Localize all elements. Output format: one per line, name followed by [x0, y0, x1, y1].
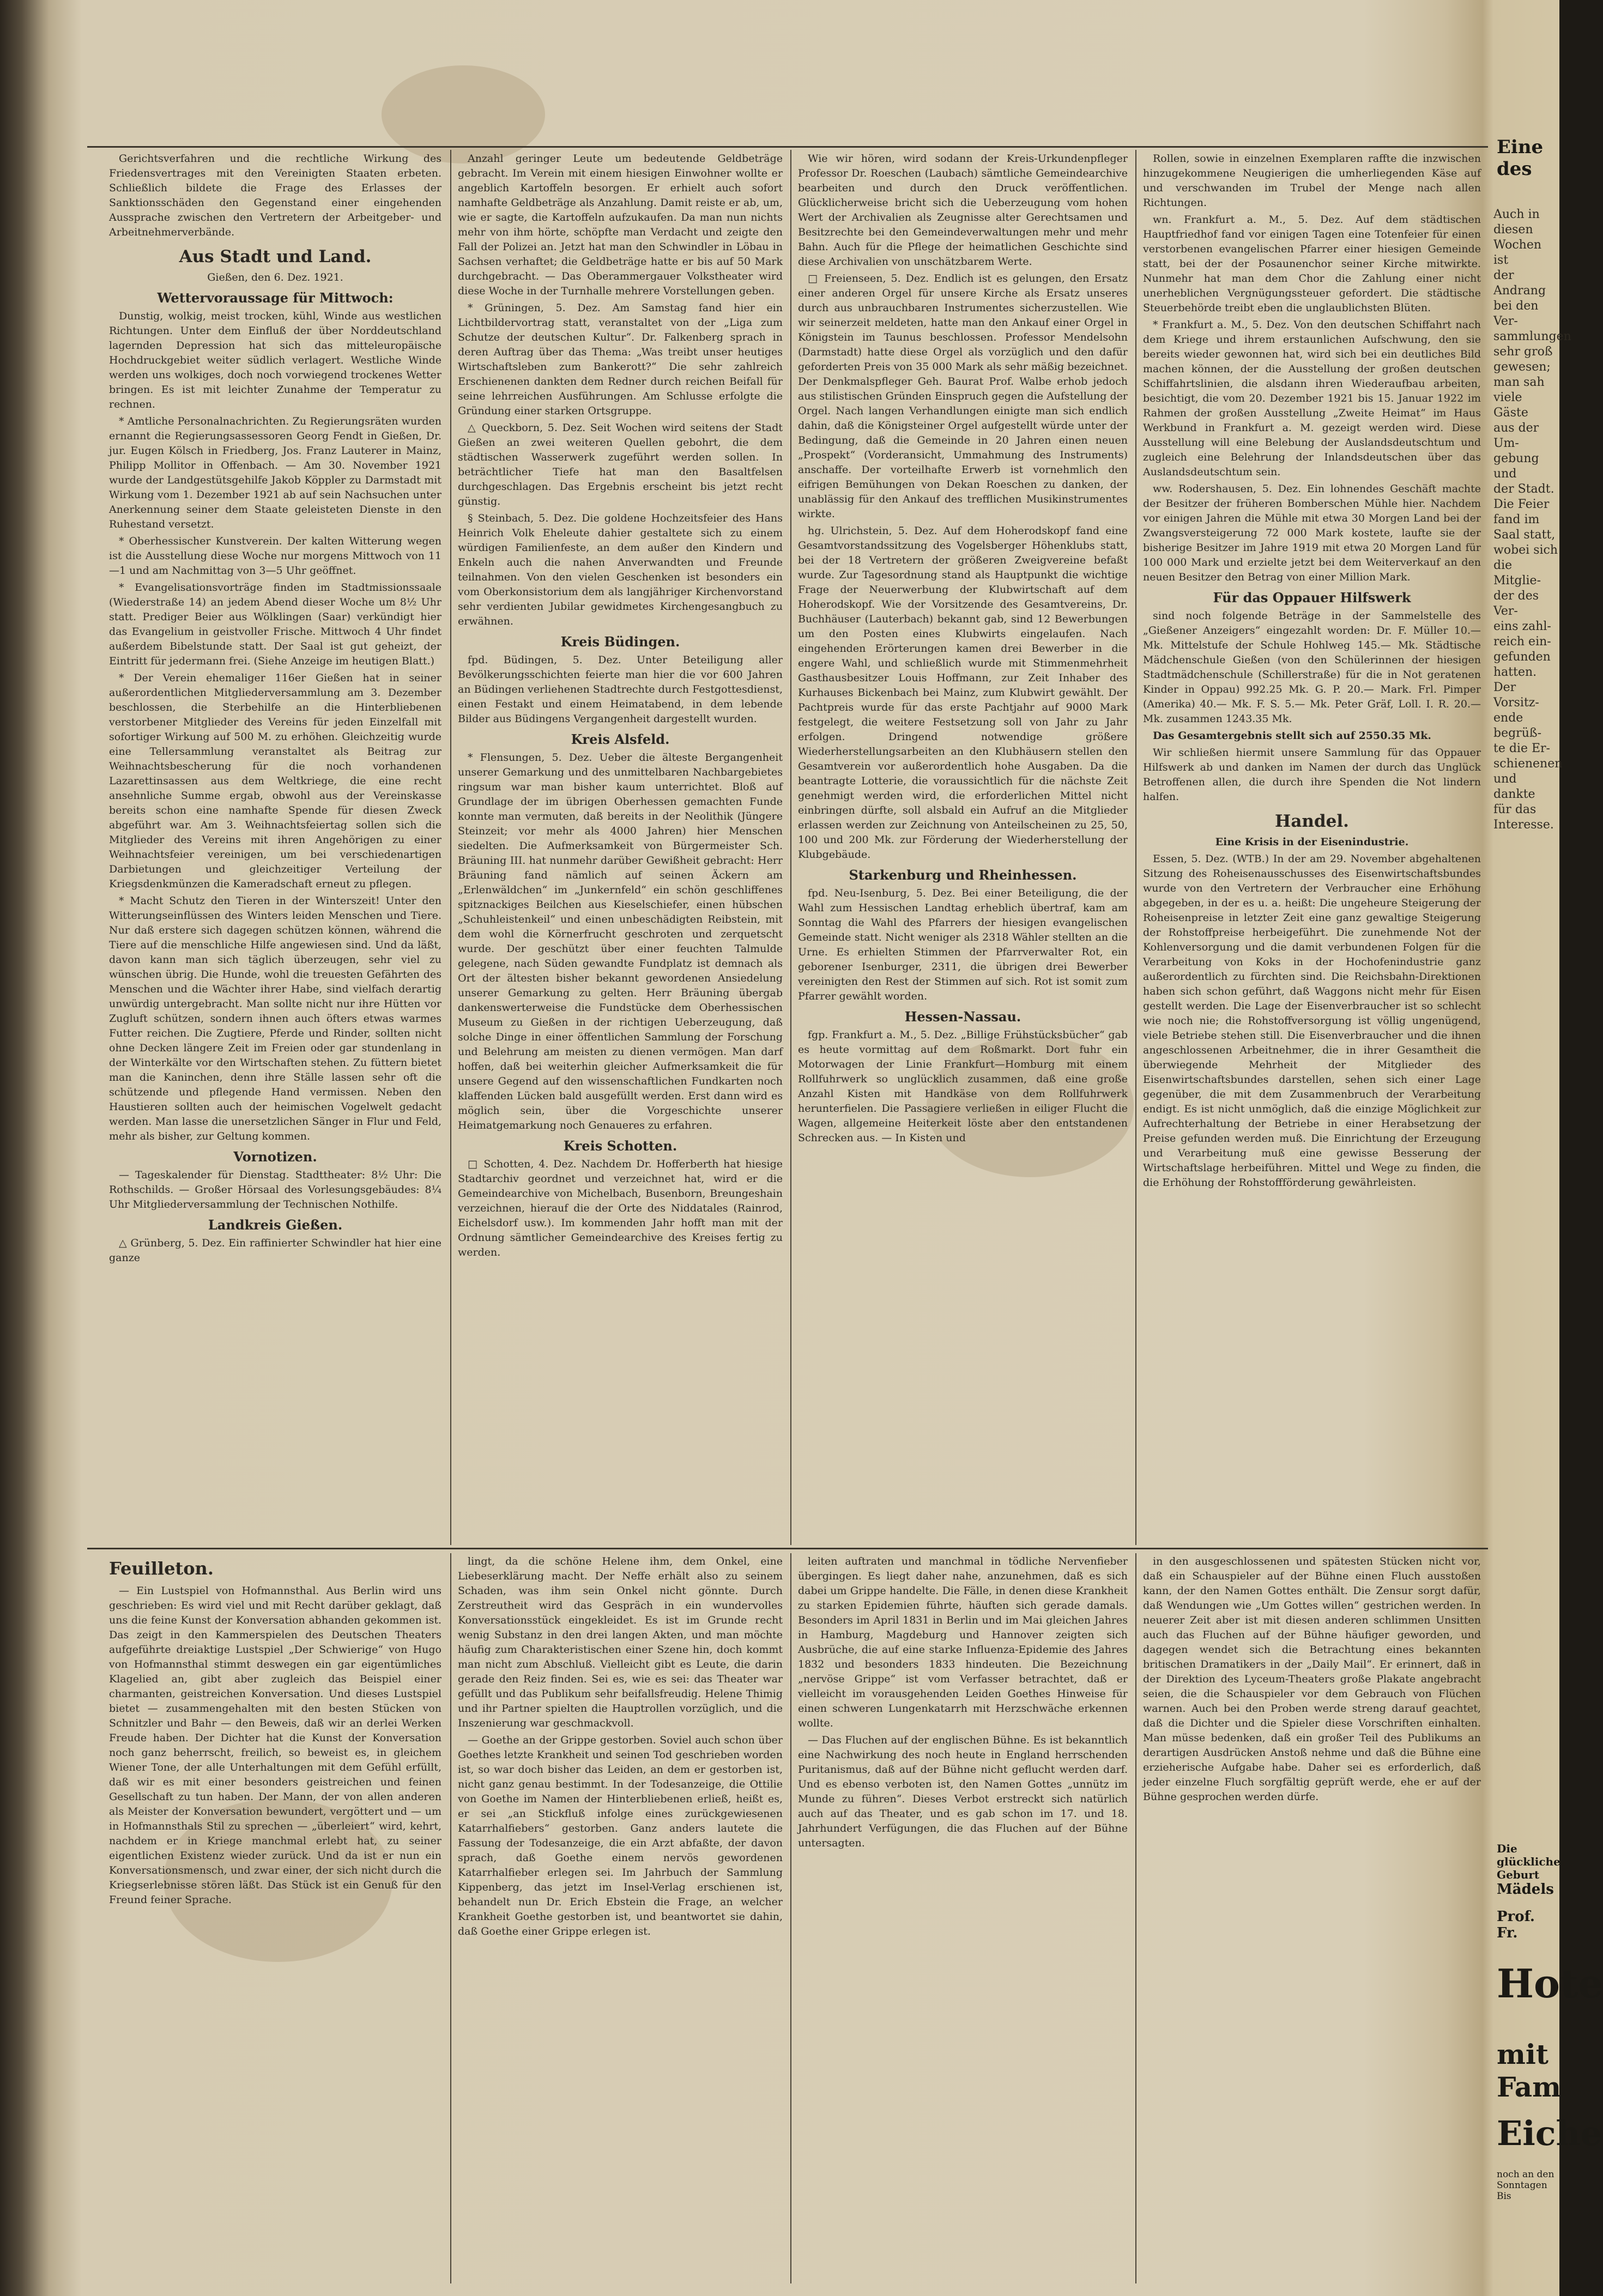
- article-text: leiten auftraten und manchmal in tödliche Nervenfieber übergingen. Es liegt daher nahe, anzunehmen, daß es sich dabei um Grippe handelte. Die Fälle, in denen diese Krankheit zu starken Epidemien führte, häuften sich gerade damals. Besonders im April 1831 in Berlin und im Mai gleichen Jahres in Hamburg, Magdeburg und Hannover zeigten sich Ausbrüche, die auf eine starke Influenza-Epidemie des Jahres 1832 und besonders 1833 hindeuten. Die Bezeichnung „nervöse Grippe“ ist vom Verfasser betrachtet, daß er vielleicht im vorausgehenden Leiden Goethes Hinweise für einen schweren Lungenkatarrh mit Herzschwäche erkennen wollte.: [798, 1555, 1128, 1729]
- article-headline: Eine Krisis in der Eisenindustrie.: [1215, 836, 1409, 848]
- adjacent-text-line: man sah: [1493, 375, 1545, 389]
- total-text: Das Gesamtergebnis stellt sich auf 2550.35 Mk.: [1153, 730, 1431, 742]
- dateline: Gießen, den 6. Dez. 1921.: [207, 271, 343, 283]
- top-rule: [87, 146, 1488, 148]
- article-text: — Goethe an der Grippe gestorben. Soviel auch schon über Goethes letzte Krankheit und seinen Tod geschrieben worden ist, so war doch bisher das Leiden, an dem er gestorben ist, nicht ganz genau bestimmt. In der Todesanzeige, die Ottilie von Goethe im Namen der Hinterbliebenen erließ, heißt es, er sei „an Stickfluß infolge eines zurückgewiesenen Katarrhalfiebers“ gestorben. Ganz anders lautete die Fassung der Todesanzeige, die ein Arzt abfaßte, der davon sprach, daß Goethe einem nervös gewordenen Katarrhalfieber erlegen sei. Im Jahrbuch der Sammlung Kippenberg, das jetzt im Insel-Verlag erschienen ist, behandelt nun Dr. Erich Ebstein die Frage, an welcher Krankheit Goethe gestorben ist, und beantwortet sie dahin, daß Goethe einer Grippe erlegen ist.: [458, 1734, 783, 1937]
- ad-text: Die glückliche Geburt: [1497, 1842, 1560, 1881]
- adjacent-text-line: für das: [1493, 803, 1537, 816]
- adjacent-text-line: viele Gäste: [1493, 391, 1528, 420]
- article-text: Rollen, sowie in einzelnen Exemplaren raffte die inzwischen hinzugekommene Neugierigen die umherliegenden Käse auf und verschwanden im Trubel der Menge nach allen Richtungen.: [1143, 153, 1481, 209]
- article-text: in den ausgeschlossenen und spätesten Stücken nicht vor, daß ein Schauspieler auf der Bühne einen Fluch ausstoßen kann, der den Namen Gottes enthält. Die Zensur sorgt dafür, daß Wendungen wie „Um Gottes willen“ gestrichen werden. In neuerer Zeit aber ist mit diesen anderen schlimmen Unsitten auch das Fluchen auf der Bühne häufiger geworden, und dagegen wendet sich die Betrachtung eines bekannten britischen Dramatikers in der „Daily Mail“. Er erinnert, daß in der Direktion des Lyceum-Theaters große Plakate angebracht seien, die die Schauspieler vor dem Gebrauch von Flüchen warnen. Auch bei den Proben werde streng darauf geachtet, daß die Dichter und die Spieler diese Vorschriften einhalten. Man müsse bedenken, daß ein großer Teil des Publikums an derartigen Ausdrücken Anstoß nehme und daß die Bühne eine erzieherische Aufgabe habe. Daher sei es erforderlich, daß jeder einzelne Fluch sorgfältig geprüft werde, ehe er auf der Bühne gesprochen werden dürfe.: [1143, 1555, 1481, 1803]
- adjacent-text-line: Saal statt,: [1493, 528, 1556, 542]
- article-text: * Der Verein ehemaliger 116er Gießen hat in seiner außerordentlichen Mitgliederversammlung am 3. Dezember beschlossen, die Sterbehilfe an die Hinterbliebenen verstorbener Mitglieder des Vereins für jeden Einzelfall mit sofortiger Wirkung auf 500 M. zu erhöhen. Gleichzeitig wurde eine Tellersammlung veranstaltet als Beitrag zur Weihnachtsbescherung für die noch vorhandenen Lazarettinsassen aus dem Weltkriege, die eine recht ansehnliche Summe ergab, obwohl aus der Vereinskasse bereits schon eine namhafte Spende für diesen Zweck abgeführt war. Am 3. Weihnachtsfeiertag sollen sich die Mitglieder des Vereins mit ihren Angehörigen zu einer Weihnachtsfeier vereinigen, um bei verschiedenartigen Darbietungen und gleichzeitiger Verteilung der Kriegsdenkmünzen die Kameradschaft erneut zu pflegen.: [109, 672, 441, 890]
- ad-text: noch an den Sonntagen: [1497, 2169, 1554, 2191]
- article-text: △ Queckborn, 5. Dez. Seit Wochen wird seitens der Stadt Gießen an zwei weiteren Quellen gebohrt, die dem städtischen Wasserwerk zugeführt werden sollen. In beträchtlicher Tiefe hat man den Basaltfelsen durchgeschlagen. Das Ergebnis erscheint bis jetzt recht günstig.: [458, 422, 783, 507]
- adjacent-text-line: te die Er-: [1493, 742, 1550, 755]
- article-text: * Oberhessischer Kunstverein. Der kalten Witterung wegen ist die Ausstellung diese Woche nur morgens Mittwoch von 11—1 und am Nachmittag von 3—5 Uhr geöffnet.: [109, 535, 441, 577]
- intro-text: Gerichtsverfahren und die rechtliche Wirkung des Friedensvertrages mit den Vereinigten Staaten erbeten. Schließlich bildete die Frage des Erlasses der Sanktionsschäden den Gegenstand einer eingehenden Aussprache zwischen den Vertretern der Arbeitgeber- und Arbeitnehmerverbände.: [109, 153, 441, 238]
- column-rule: [790, 150, 791, 1545]
- subsection-title: Kreis Schotten.: [563, 1138, 678, 1154]
- ad-text: Prof. Fr.: [1497, 1909, 1535, 1941]
- adjacent-text-line: gebung und: [1493, 452, 1539, 481]
- section-heading: Aus Stadt und Land.: [179, 247, 372, 266]
- subsection-title: Kreis Büdingen.: [560, 634, 680, 650]
- article-text: * Macht Schutz den Tieren in der Winterszeit! Unter den Witterungseinflüssen des Winters leiden Menschen und Tiere. Nur daß erstere sich dagegen schützen können, während die Tiere auf die menschliche Hilfe angewiesen sind. Und da läßt, davon kann man sich täglich überzeugen, sehr viel zu wünschen übrig. Die Hunde, wohl die treuesten Gefährten des Menschen und die Wächter ihrer Habe, sind vielfach derartig unwürdig untergebracht. Man sollte nicht nur ihre Hütten vor Zugluft schützen, sondern ihnen auch öfters etwas warmes Futter reichen. Die Zugtiere, Pferde und Rinder, sollten nicht ohne Decken längere Zeit im Freien oder gar stundenlang in der Winterkälte vor den Wirtschaften stehen. Zu füttern bietet man die Kaninchen, denn ihre Ställe lassen sehr oft die schützende und pflegende Hand vermissen. Neben den Haustieren sollten auch der heimischen Vogelwelt gedacht werden. Man lasse die unersetzlichen Sänger in Flur und Feld, mehr als bisher, zur Geltung kommen.: [109, 895, 441, 1142]
- adjacent-text-line: gefunden: [1493, 650, 1551, 664]
- adjacent-heading: des: [1497, 158, 1532, 180]
- column-rule: [1135, 1553, 1136, 2283]
- column-rule: [450, 1553, 451, 2283]
- article-text: Essen, 5. Dez. (WTB.) In der am 29. November abgehaltenen Sitzung des Roheisenausschusses des Eisenwirtschaftsbundes wurde von den Vertretern der Verbraucher eine Erhöhung abgegeben, in der es u. a. heißt: Die ungeheure Steigerung der Roheisenpreise in letzter Zeit eine ganz gewaltige Steigerung der Rohstoffpreise herbeigeführt. Die zunehmende Not der Kohlenversorgung und die damit verbundenen Folgen für die Verarbeitung von Koks in der Hochofenindustrie ganz außerordentlich zu fürchten sind. Die Reichsbahn-Direktionen haben sich schon geführt, daß Waggons nicht mehr für Eisen gestellt werden. Die Lage der Eisenverbraucher ist so schlecht wie noch nie; die Rohstoffversorgung ist völlig ungenügend, viele Betriebe stehen still. Die Eisenverbraucher und die ihnen angeschlossenen Arbeitnehmer, die in ihrer Gesamtheit die überwiegende Mehrheit der Mitglieder des Eisenwirtschaftsbundes darstellen, sehen sich einer Lage gegenüber, die mit dem Zusammenbruch der Verarbeitung endigt. Es ist nicht unmöglich, daß die einzige Möglichkeit zur Aufrechterhaltung der Betriebe in einer Herabsetzung der Preise gefunden werden muß. Die Einrichtung der Erzeugung und Verarbeitung muß eine gewisse Besserung der Wirtschaftslage herbeiführen. Mittel und Wege zu finden, die die Erhöhung der Rohstoffförderung gewährleisten.: [1143, 853, 1481, 1189]
- adjacent-text-line: aus der Um-: [1493, 421, 1539, 450]
- article-text: lingt, da die schöne Helene ihm, dem Onkel, eine Liebeserklärung macht. Der Neffe erhält also zu seinem Schaden, was ihm sein Onkel nicht gönnte. Durch Zerstreutheit wird das Gespräch in ein wundervolles Konversationsstück eingekleidet. Es ist im Grunde recht wenig Substanz in den drei langen Akten, und man möchte häufig zum Charakteristischen einer Szene hin, doch kommt man nicht zum Abschluß. Vielleicht gibt es Leute, die darin gerade den Reiz finden. Sei es, wie es sei: das Theater war gefüllt und das Publikum sehr beifallsfreudig. Helene Thimig und ihr Partner spielten die Hauptrollen vorzüglich, und die Inszenierung war geschmackvoll.: [458, 1555, 783, 1729]
- adjacent-text-line: der Stadt.: [1493, 482, 1554, 496]
- adjacent-text-line: Interesse.: [1493, 818, 1554, 832]
- subsection-title: Starkenburg und Rheinhessen.: [849, 867, 1077, 883]
- article-text: Anzahl geringer Leute um bedeutende Geldbeträge gebracht. Im Verein mit einem hiesigen Einwohner wollte er angeblich Kartoffeln besorgen. Er erhielt auch sofort namhafte Geldbeträge als Anzahlung. Damit reiste er ab, um, wie er sagte, die Kartoffeln aufzukaufen. Da man nun nichts mehr von ihm hörte, schöpfte man Verdacht und zeigte den Fall der Polizei an. Jetzt hat man den Schwindler in Löbau in Sachsen verhaftet; die Geldbeträge hatte er bis auf 50 Mark durchgebracht. — Das Oberammergauer Volkstheater wird diese Woche in der Turnhalle mehrere Vorstellungen geben.: [458, 153, 783, 297]
- adjacent-ad: [1497, 1842, 1559, 1941]
- adjacent-page-header: [1497, 136, 1559, 180]
- article-text: — Ein Lustspiel von Hofmannsthal. Aus Berlin wird uns geschrieben: Es wird viel und mit Recht darüber geklagt, daß uns die feine Kunst der Konversation abhanden gekommen ist. Das zeigt in den Kammerspielen des Deutschen Theaters aufgeführte dreiaktige Lustspiel „Der Schwierige“ von Hugo von Hofmannsthal stimmt deswegen ein gar eigentümliches Klagelied an, gibt aber zugleich das Beispiel einer charmanten, geistreichen Konversation. Und dieses Lustspiel bietet — zusammengehalten mit den besten Stücken von Schnitzler und Bahr — den Beweis, daß wir an derlei Werken Freude haben. Der Dichter hat die Kunst der Konversation noch ganz beherrscht, freilich, so beweist es, in gleichem Wiener Tone, der alle Unterhaltungen mit dem Gefühl erfüllt, daß wir es mit einer besonders geistreichen und feinen Gesellschaft zu tun haben. Der Mann, der von allen anderen als Meister der Konversation bewundert, vergöttert und — um in Hofmannsthals Stil zu sprechen — „überleiert“ wird, kehrt, nachdem er in Kriege manchmal erlebt hat, zu seiner eigentlichen Existenz wieder zurück. Und da ist er nun ein Konversationsmensch, und zwar einer, der sich nicht durch die Kriegserlebnisse stören läßt. Das Stück ist ein Genuß für den Freund feiner Sprache.: [109, 1585, 441, 1906]
- adjacent-text-line: Wochen ist: [1493, 238, 1542, 267]
- article-text: □ Freienseen, 5. Dez. Endlich ist es gelungen, den Ersatz einer anderen Orgel für unsere Kirche als Ersatz unseres durch aus unbrauchbaren Instrumentes sicherzustellen. Wie wir seinerzeit meldeten, hatte man den Ankauf einer Orgel in Königstein im Taunus beschlossen. Professor Mendelsohn (Darmstadt) hatte diese Orgel als vorzüglich und den dafür geforderten Preis von 35 000 Mark als sehr mäßig bezeichnet. Der Denkmalspfleger Geh. Baurat Prof. Walbe erhob jedoch aus stilistischen Gründen Einspruch gegen die Aufstellung der Orgel. Nach langen Verhandlungen einigte man sich endlich dahin, daß die Königsteiner Orgel aufgestellt würde unter der Bedingung, daß die Gemeinde in 20 Jahren einen neuen „Prospekt“ (Vorderansicht, Ummahmung des Instruments) anschaffe. Der vorteilhafte Erwerb ist vornehmlich den eifrigen Bemühungen von Dekan Roeschen zu danken, der unablässig für den Ankauf des trefflichen Musikinstrumentes wirkte.: [798, 272, 1128, 520]
- section-heading: Handel.: [1275, 811, 1349, 831]
- column-3: [798, 152, 1128, 1541]
- article-text: Wir schließen hiermit unsere Sammlung für das Oppauer Hilfswerk ab und danken im Namen der durch das Unglück Betroffenen allen, die durch ihre Spenden die Not lindern halfen.: [1143, 747, 1481, 803]
- adjacent-text-line: fand im: [1493, 513, 1540, 526]
- feuilleton-rule: [87, 1548, 1488, 1549]
- weather-text: Dunstig, wolkig, meist trocken, kühl, Winde aus westlichen Richtungen. Unter dem Einfluß der über Norddeutschland lagernden Depression hat sich das mitteleuropäische Hochdruckgebiet weiter südlich verlagert. Westliche Winde werden uns wolkiges, doch noch vorwiegend trockenes Wetter bringen. Es ist mit leichter Zunahme der Temperatur zu rechnen.: [109, 310, 441, 410]
- article-text: Wie wir hören, wird sodann der Kreis-Urkundenpfleger Professor Dr. Roeschen (Laubach) sämtliche Gemeindearchive bearbeiten und durch den Druck veröffentlichen. Glücklicherweise bricht sich die Ueberzeugung vom hohen Wert der Archivalien als Zeugnisse alter Gerechtsamen und Besitzrechte bei den Gemeindeverwaltungen mehr und mehr Bahn. Auch für die Pflege der heimatlichen Geschichte sind diese Archivalien von unschätzbarem Werte.: [798, 153, 1128, 268]
- adjacent-ad: [1497, 2113, 1602, 2153]
- article-text: wn. Frankfurt a. M., 5. Dez. Auf dem städtischen Hauptfriedhof fand vor einigen Tagen eine Totenfeier für einen verstorbenen evangelischen Pfarrer einer hiesigen Gemeinde statt, bei der der Posaunenchor seiner Kirche mitwirkte. Nunmehr hat man dem Chor die Zahlung einer nicht unerheblichen Vergnügungssteuer gefordert. Die städtische Steuerbehörde treibt eben die unglaublichsten Blüten.: [1143, 214, 1481, 314]
- article-text: — Tageskalender für Dienstag. Stadttheater: 8½ Uhr: Die Rothschilds. — Großer Hörsaal des Vorlesungsgebäudes: 8¼ Uhr Mitgliederversammlung der Technischen Nothilfe.: [109, 1169, 441, 1210]
- article-text: * Evangelisationsvorträge finden im Stadtmissionssaale (Wiederstraße 14) an jedem Abend dieser Woche um 8½ Uhr statt. Prediger Beier aus Wölklingen (Saar) verkündigt hier das Evangelium in geistvoller Frische. Mittwoch 4 Uhr findet außerdem Bibelstunde statt. Der Saal ist gut geheizt, der Eintritt für jedermann frei. (Siehe Anzeige im heutigen Blatt.): [109, 581, 441, 667]
- subsection-title: Kreis Alsfeld.: [571, 731, 670, 747]
- paper-stain: [382, 65, 545, 163]
- adjacent-text-line: und dankte: [1493, 772, 1535, 801]
- adjacent-text-line: Der Vorsitz-: [1493, 681, 1539, 710]
- ad-text: Eiche: [1497, 2113, 1602, 2153]
- adjacent-text-line: schienenen: [1493, 757, 1563, 771]
- adjacent-text-line: sehr groß: [1493, 345, 1553, 359]
- article-text: △ Grünberg, 5. Dez. Ein raffinierter Schwindler hat hier eine ganze: [109, 1237, 441, 1264]
- column-rule: [450, 150, 451, 1545]
- adjacent-text-line: bei den Ver-: [1493, 299, 1539, 328]
- adjacent-text-line: sammlungen: [1493, 330, 1571, 343]
- adjacent-text-line: reich ein-: [1493, 635, 1551, 649]
- column-2: [458, 152, 783, 1541]
- article-text: fgp. Frankfurt a. M., 5. Dez. „Billige Frühstücksbücher“ gab es heute vormittag auf dem Roßmarkt. Dort fuhr ein Motorwagen der Linie Frankfurt—Homburg mit einem Rollfuhrwerk so unglücklich zusammen, daß eine große Anzahl Kisten mit Handkäse von dem Rollfuhrwerk herunterfielen. Die Passagiere verließen in eiliger Flucht die Wagen, allgemeine Heiterkeit löste aber den entstandenen Schrecken aus. — In Kisten und: [798, 1029, 1128, 1144]
- feuilleton-column-2: [458, 1554, 783, 2285]
- article-text: * Flensungen, 5. Dez. Ueber die älteste Bergangenheit unserer Gemarkung und des unmittelbaren Nachbargebietes ringsum war man bisher kaum unterrichtet. Bloß auf Grundlage der im übrigen Oberhessen gemachten Funde konnte man vermuten, daß bereits in der Neolithik (Jüngere Steinzeit; vor mehr als 4000 Jahren) hier Menschen siedelten. Die Aufmerksamkeit von Bürgermeister Sch. Bräuning III. hat nunmehr darüber Gewißheit gebracht: Herr Bräuning fand nämlich auf seinen Äckern am „Erlenwäldchen“ im „Junkernfeld“ ein schön geschliffenes spitznackiges Beilchen aus Kieselschiefer, einen hübschen „Schuhleistenkeil“ und einen unbeschädigten Reibstein, mit dem wohl die Körnerfrucht geschroten und zerquetscht wurde. Der geschützt über einer feuchten Talmulde gelegene, nach Süden gewandte Fundplatz ist demnach als Ort der ältesten bisher bekannt gewordenen Ansiedelung unserer Gemarkung zu gelten. Herr Bräuning übergab dankenswerterweise die Fundstücke dem Oberhessischen Museum zu Gießen in der richtigen Ueberzeugung, daß solche Dinge in einer öffentlichen Sammlung der Forschung und Belehrung am meisten zu dienen vermögen. Man darf hoffen, daß bei weiterhin gleicher Aufmerksamkeit die für unsere Gegend auf den wissenschaftlichen Fundkarten noch klaffenden Lücken bald ausgefüllt werden. Erst dann wird es möglich sein, über die Vorgeschichte unserer Heimatgemarkung noch Genaueres zu erfahren.: [458, 752, 783, 1131]
- article-text: fpd. Büdingen, 5. Dez. Unter Beteiligung aller Bevölkerungsschichten feierte man hier die vor 600 Jahren an Büdingen verliehenen Stadtrechte durch Festgottesdienst, einen Festakt und einem Heimatabend, in dem lebende Bilder aus Büdingens Vergangenheit dargestellt wurden.: [458, 654, 783, 725]
- adjacent-text-line: Auch in diesen: [1493, 208, 1540, 237]
- subsection-title: Für das Oppauer Hilfswerk: [1213, 590, 1411, 605]
- feuilleton-column-3: [798, 1554, 1128, 2285]
- weather-title: Wettervoraussage für Mittwoch:: [157, 290, 394, 306]
- feuilleton-column-4: [1143, 1554, 1481, 2285]
- feuilleton-column-1: [109, 1554, 441, 2285]
- column-1: [109, 152, 441, 1541]
- article-text: * Amtliche Personalnachrichten. Zu Regierungsräten wurden ernannt die Regierungsassessoren Georg Fendt in Gießen, Dr. jur. Eugen Kölsch in Friedberg, Jos. Franz Lauterer in Mainz, Philipp Mollitor in Offenbach. — Am 30. November 1921 wurde der Landgestütsgehilfe Jakob Köppler zu Darmstadt mit Wirkung vom 1. Dezember 1921 ab auf sein Nachsuchen unter Anerkennung seiner dem Staate geleisteten Dienste in den Ruhestand versetzt.: [109, 415, 441, 530]
- adjacent-text-line: hatten.: [1493, 665, 1537, 679]
- adjacent-text-line: der Andrang: [1493, 269, 1546, 298]
- adjacent-ad: [1497, 2169, 1559, 2202]
- adjacent-text-line: eins zahl-: [1493, 620, 1551, 633]
- adjacent-ad: [1497, 2038, 1562, 2104]
- article-text: * Frankfurt a. M., 5. Dez. Von den deutschen Schiffahrt nach dem Kriege und ihrem erstaunlichen Aufschwung, den sie bereits wieder gewonnen hat, wird sich bei ein deutliches Bild machen können, der die Ausstellung der großen deutschen Schiffahrtslinien, die alsdann ihren Wiederaufbau arbeiten, besichtigt, die vom 20. Dezember 1921 bis 15. Januar 1922 im Rahmen der großen Ausstellung „Zweite Heimat“ im Haus Werkbund in Frankfurt a. M. gezeigt werden wird. Diese Ausstellung will eine Belebung der Auslandsdeutschtum und zugleich eine Belehrung der Inlandsdeutschen über das Auslandsdeutschtum sein.: [1143, 319, 1481, 478]
- adjacent-text-line: die Mitglie-: [1493, 559, 1541, 587]
- adjacent-ad: [1497, 1960, 1603, 2007]
- subsection-title: Vornotizen.: [233, 1149, 317, 1165]
- article-text: □ Schotten, 4. Dez. Nachdem Dr. Hofferberth hat hiesige Stadtarchiv geordnet und verzeichnet hat, wird er die Gemeindearchive von Michelbach, Busenborn, Breungeshain verzeichnen, hierauf die der Orte des Niddatales (Rainrod, Eichelsdorf usw.). Im kommenden Jahr hofft man mit der Ordnung sämtlicher Gemeindearchive des Kreises fertig zu werden.: [458, 1158, 783, 1258]
- feuilleton-title: Feuilleton.: [109, 1558, 214, 1579]
- adjacent-text-line: gewesen;: [1493, 360, 1551, 374]
- column-rule: [1135, 150, 1136, 1545]
- adjacent-heading: Eine: [1497, 136, 1544, 158]
- ad-text: mit Fam: [1497, 2038, 1562, 2103]
- column-rule: [790, 1553, 791, 2283]
- adjacent-text-line: wobei sich: [1493, 543, 1558, 557]
- subsection-title: Landkreis Gießen.: [208, 1217, 343, 1233]
- article-text: § Steinbach, 5. Dez. Die goldene Hochzeitsfeier des Hans Heinrich Volk Eheleute dahier gestaltete sich zu einem würdigen Familienfeste, an dem außer den Kindern und Enkeln auch die nahen Anverwandten und Freunde teilnahmen. Von den vielen Geschenken ist besonders ein vom Oberkonsistorium dem als langjähriger Kirchenvorstand sehr verdienten Jubilar gewidmetes Kirchengesangbuch zu erwähnen.: [458, 512, 783, 627]
- article-text: * Grüningen, 5. Dez. Am Samstag fand hier ein Lichtbildervortrag statt, veranstaltet von der „Liga zum Schutze der deutschen Kultur“. Dr. Falkenberg sprach in deren Auftrag über das Thema: „Was treibt unser heutiges Wirtschaftsleben zum Bankerott?“ Die sehr zahlreich Erschienenen dankten dem Redner durch reichen Beifall für seine lehrreichen Ausführungen. Am Schlusse erfolgte die Gründung einer starken Ortsgruppe.: [458, 302, 783, 417]
- column-4: [1143, 152, 1481, 1541]
- adjacent-text-line: ende begrüß-: [1493, 711, 1541, 740]
- subsection-title: Hessen-Nassau.: [904, 1009, 1021, 1025]
- article-text: ww. Rodershausen, 5. Dez. Ein lohnendes Geschäft machte der Besitzer der früheren Bomberschen Mühle hier. Nachdem vor einigen Jahren die Mühle mit etwa 30 Morgen Land bei der Zwangsversteigerung 72 000 Mark kostete, laufte sie der bisherige Besitzer im Jahre 1919 mit etwa 20 Morgen Land für 100 000 Mark und erzielte jetzt bei dem Weiterverkauf an den neuen Besitzer den Betrag von einer Million Mark.: [1143, 483, 1481, 583]
- adjacent-page-text: [1493, 207, 1571, 1134]
- article-text: — Das Fluchen auf der englischen Bühne. Es ist bekanntlich eine Nachwirkung des noch heute in England herrschenden Puritanismus, daß auf der Bühne nicht geflucht werden darf. Und es ebenso verboten ist, den Namen Gottes „unnütz im Munde zu führen“. Dieses Verbot erstreckt sich natürlich auch auf das Theater, und es gab schon im 17. und 18. Jahrhundert Verfügungen, die das Fluchen auf der Bühne untersagten.: [798, 1734, 1128, 1849]
- adjacent-text-line: Die Feier: [1493, 498, 1550, 511]
- article-text: sind noch folgende Beträge in der Sammelstelle des „Gießener Anzeigers“ eingezahlt worden: Dr. F. Müller 10.— Mk. Mittelstufe der Schule Hohlweg 145.— Mk. Städtische Mädchenschule Gießen (von den Schülerinnen der hiesigen Stadtmädchenschule (Schillerstraße) für die in Not geratenen Kinder in Oppau) 992.25 Mk. G. P. 20.— Mark. Frl. Pimper (Amerika) 40.— Mk. F. S. 5.— Mk. Peter Gräf, Loll. I. R. 20.— Mk. zusammen 1243.35 Mk.: [1143, 610, 1481, 725]
- adjacent-text-line: der des Ver-: [1493, 589, 1539, 618]
- ad-text: Hote: [1497, 1960, 1603, 2007]
- ad-text: Mädels: [1497, 1881, 1554, 1898]
- ad-text: Bis: [1497, 2191, 1511, 2202]
- article-text: fpd. Neu-Isenburg, 5. Dez. Bei einer Beteiligung, die der Wahl zum Hessischen Landtag erheblich übertraf, kam am Sonntag die Wahl des Pfarrers der hiesigen evangelischen Gemeinde statt. Nicht weniger als 2318 Wähler stellten an die Urne. Es erhielten Stimmen der Pfarrverwalter Rot, ein geborener Isenburger, 2311, die übrigen drei Bewerber vereinigten den Rest der Stimmen auf sich. Rot ist somit zum Pfarrer gewählt worden.: [798, 887, 1128, 1002]
- article-text: hg. Ulrichstein, 5. Dez. Auf dem Hoherodskopf fand eine Gesamtvorstandssitzung des Vogelsberger Höhenklubs statt, bei der 18 Vertretern der größeren Zweigvereine befaßt wurde. Zur Tagesordnung stand als Hauptpunkt die wichtige Frage der Neuerwerbung der Klubwirtschaft auf dem Hoherodskopf. Wie der Vorsitzende des Gesamtvereins, Dr. Buchhäuser (Lauterbach) bekannt gab, sind 12 Bewerbungen um den Posten eines Klubwirts eingelaufen. Nach eingehenden Erörterungen kamen drei Bewerber in die engere Wahl, und schließlich wurde mit Stimmenmehrheit Gasthausbesitzer Louis Hoffmann, zur Zeit Inhaber des Kurhauses Bickenbach bei Mainz, zum Klubwirt gewählt. Der Pachtpreis wurde für das erste Pachtjahr auf 9000 Mark festgelegt, die weitere Festsetzung soll von Jahr zu Jahr erfolgen. Dringend notwendige größere Wiederherstellungsarbeiten an den Klubhäusern stellen den Gesamtverein vor außerordentlich hohe Ausgaben. Da die beantragte Lotterie, die voraussichtlich für die nächste Zeit genehmigt werden wird, die erforderlichen Mittel nicht einbringen dürfte, soll alsbald ein Aufruf an die Mitglieder erlassen werden zur Zeichnung von Anteilscheinen zu 25, 50, 100 und 200 Mk. zur Förderung der Wiederherstellung der Klubgebäude.: [798, 525, 1128, 861]
